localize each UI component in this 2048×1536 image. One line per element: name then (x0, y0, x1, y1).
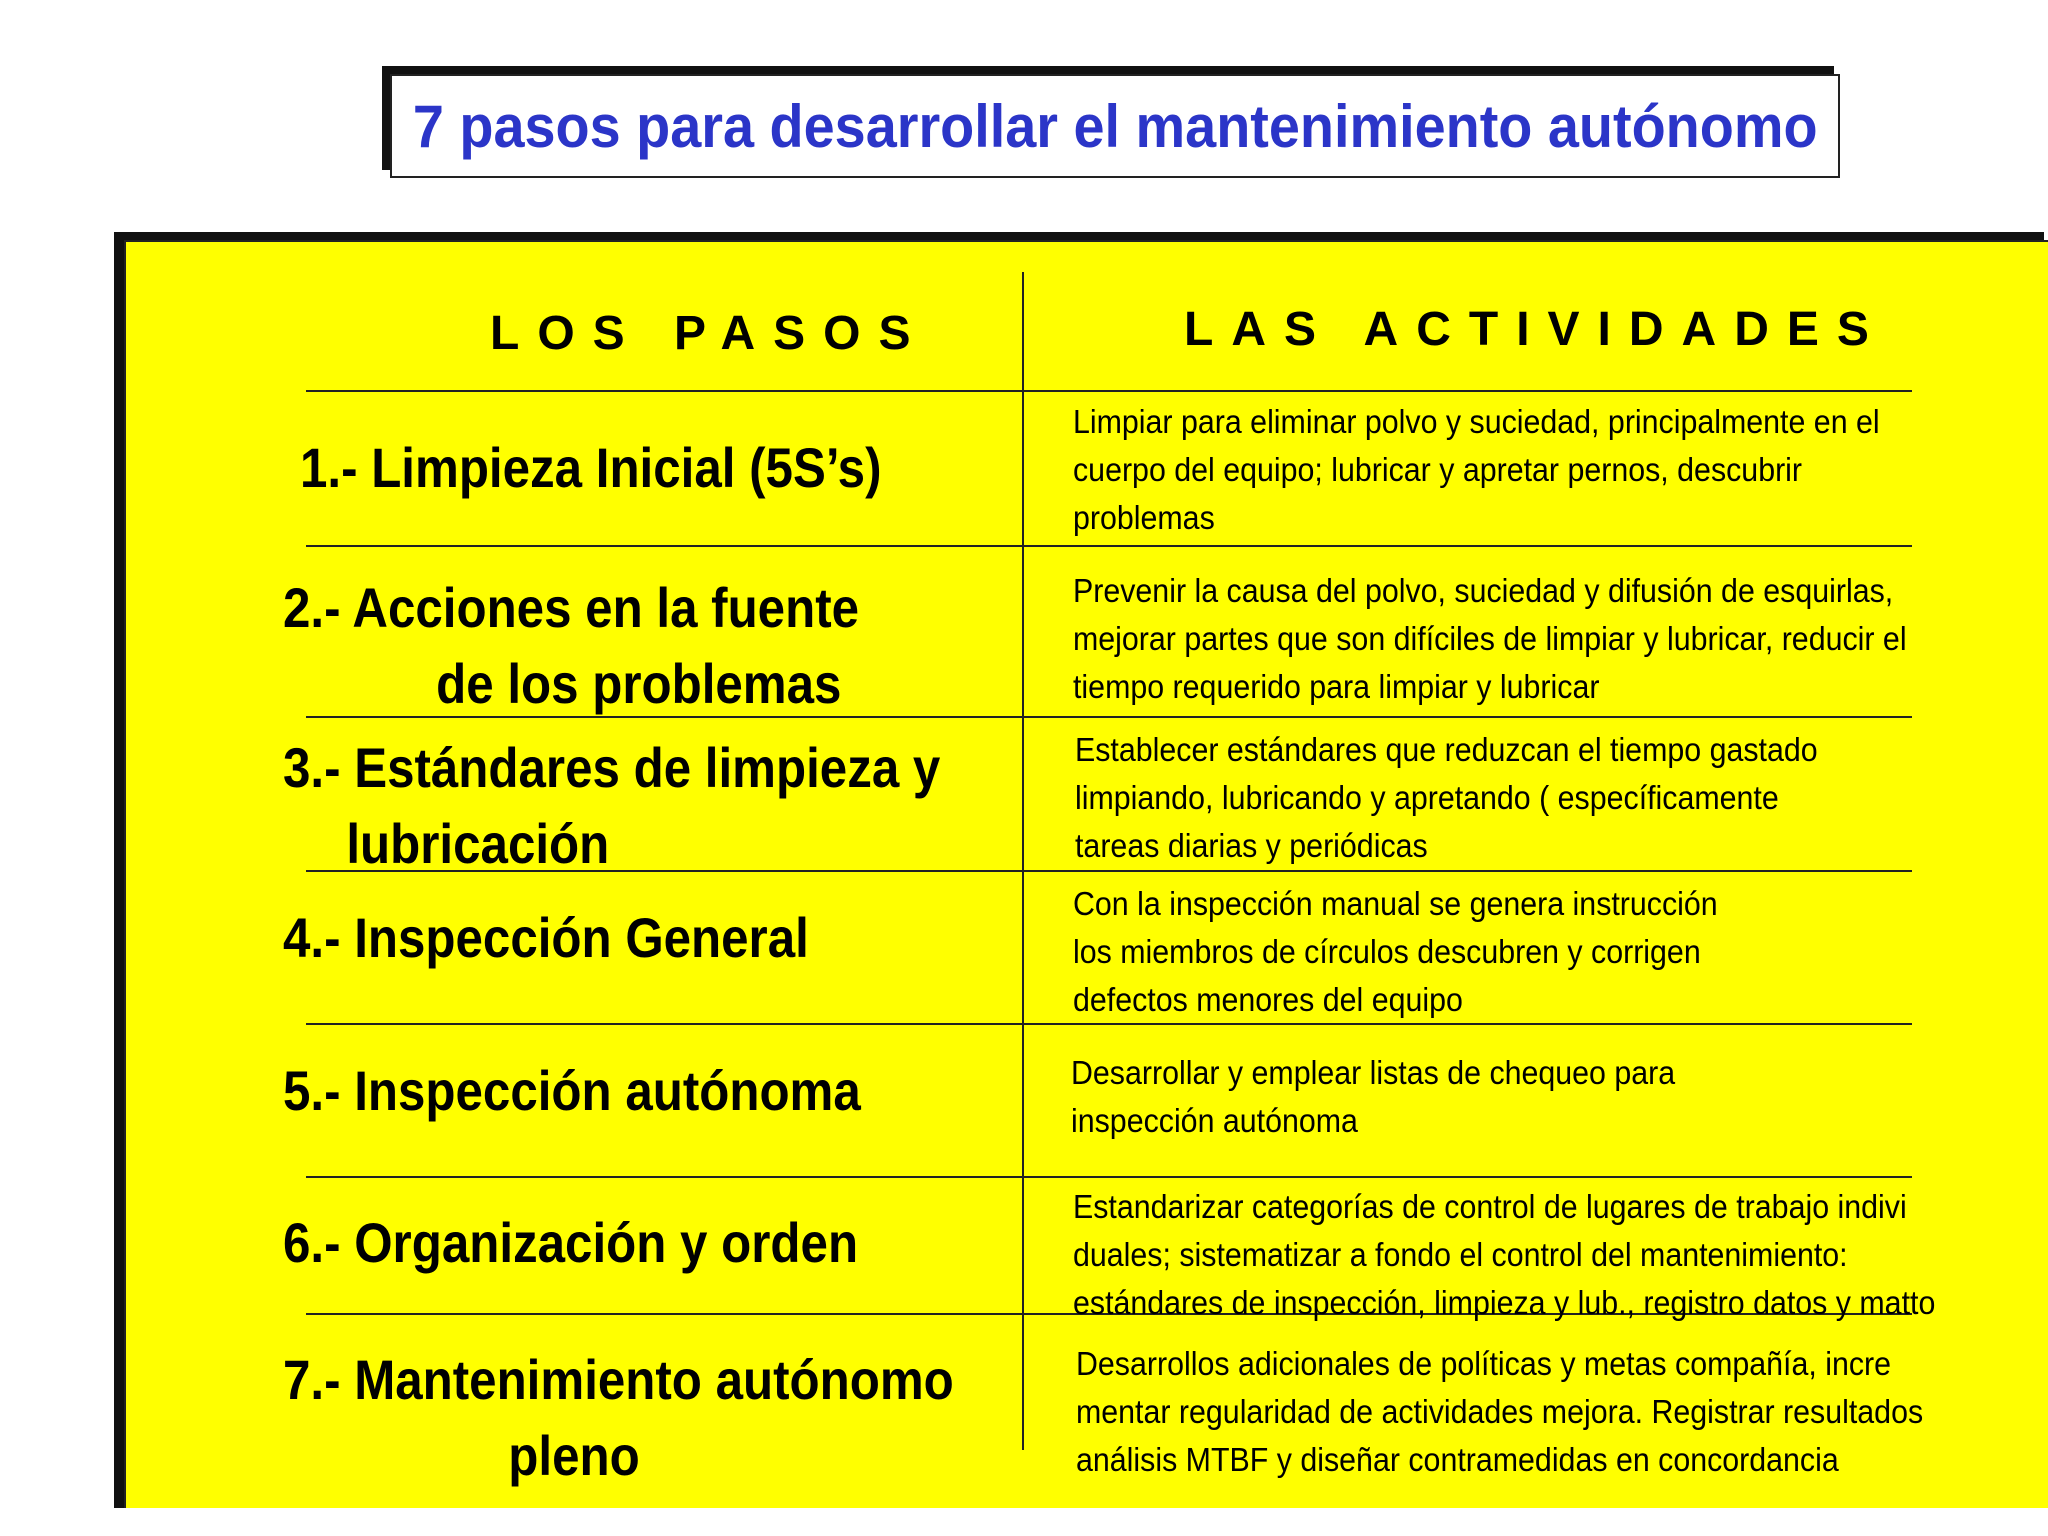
activity-6-line-3: estándares de inspección, limpieza y lub., registro datos y matto (1073, 1284, 1936, 1321)
activity-1-line-2: cuerpo del equipo; lubricar y apretar pernos, descubrir (1073, 451, 1803, 488)
activity-6-line-1: Estandarizar categorías de control de lugares de trabajo indivi (1073, 1188, 1907, 1225)
step-4-line-1: 4.- Inspección General (283, 906, 809, 969)
step-2-line-1: 2.- Acciones en la fuente (283, 576, 860, 639)
step-2-line-2: de los problemas (436, 652, 842, 715)
step-1 (300, 430, 882, 506)
header-steps: LOS PASOS (490, 307, 929, 360)
step-5 (283, 1053, 861, 1129)
activity-4-line-1: Con la inspección manual se genera instrucción (1073, 885, 1718, 922)
row-divider (306, 545, 1912, 547)
step-1-line-1: 1.- Limpieza Inicial (5S’s) (300, 436, 882, 499)
activity-1-line-3: problemas (1073, 499, 1215, 536)
column-divider (1022, 272, 1024, 1450)
activity-7-line-3: análisis MTBF y diseñar contramedidas en concordancia (1076, 1441, 1839, 1478)
activity-2-line-3: tiempo requerido para limpiar y lubricar (1073, 668, 1600, 705)
activity-5 (1071, 1049, 1675, 1145)
page-title: 7 pasos para desarrollar el mantenimiento autónomo (412, 92, 1818, 160)
activity-3 (1075, 726, 1818, 870)
step-2 (283, 570, 859, 722)
activity-5-line-2: inspección autónoma (1071, 1102, 1358, 1139)
step-3-line-2: lubricación (346, 812, 610, 875)
step-6 (283, 1205, 858, 1281)
step-7 (283, 1342, 954, 1494)
activity-7 (1076, 1340, 1923, 1484)
activity-7-line-1: Desarrollos adicionales de políticas y metas compañía, incre (1076, 1345, 1892, 1382)
activity-6-line-2: duales; sistematizar a fondo el control del mantenimiento: (1073, 1236, 1848, 1273)
activity-2-line-2: mejorar partes que son difíciles de limpiar y lubricar, reducir el (1073, 620, 1907, 657)
row-divider (306, 1176, 1912, 1178)
step-3-line-1: 3.- Estándares de limpieza y (283, 736, 941, 799)
activity-3-line-3: tareas diarias y periódicas (1075, 827, 1428, 864)
activity-4-line-2: los miembros de círculos descubren y corrigen (1073, 933, 1701, 970)
step-3 (283, 730, 940, 882)
activity-1-line-1: Limpiar para eliminar polvo y suciedad, principalmente en el (1073, 403, 1880, 440)
row-divider (306, 390, 1912, 392)
activity-7-line-2: mentar regularidad de actividades mejora. Registrar resultados (1076, 1393, 1924, 1430)
activity-2-line-1: Prevenir la causa del polvo, suciedad y difusión de esquirlas, (1073, 572, 1894, 609)
step-4 (283, 900, 809, 976)
step-7-line-1: 7.- Mantenimiento autónomo (283, 1348, 954, 1411)
activity-3-line-1: Establecer estándares que reduzcan el tiempo gastado (1075, 731, 1818, 768)
header-activities: LAS ACTIVIDADES (1184, 303, 1887, 356)
step-5-line-1: 5.- Inspección autónoma (283, 1059, 861, 1122)
activity-4 (1073, 880, 1718, 1024)
step-7-line-2: pleno (508, 1424, 640, 1487)
step-6-line-1: 6.- Organización y orden (283, 1211, 859, 1274)
activity-6 (1073, 1183, 1935, 1327)
title-box (390, 74, 1840, 178)
activity-3-line-2: limpiando, lubricando y apretando ( específicamente (1075, 779, 1779, 816)
activity-5-line-1: Desarrollar y emplear listas de chequeo para (1071, 1054, 1676, 1091)
activity-1 (1073, 398, 1880, 542)
activity-4-line-3: defectos menores del equipo (1073, 981, 1463, 1018)
activity-2 (1073, 567, 1907, 711)
